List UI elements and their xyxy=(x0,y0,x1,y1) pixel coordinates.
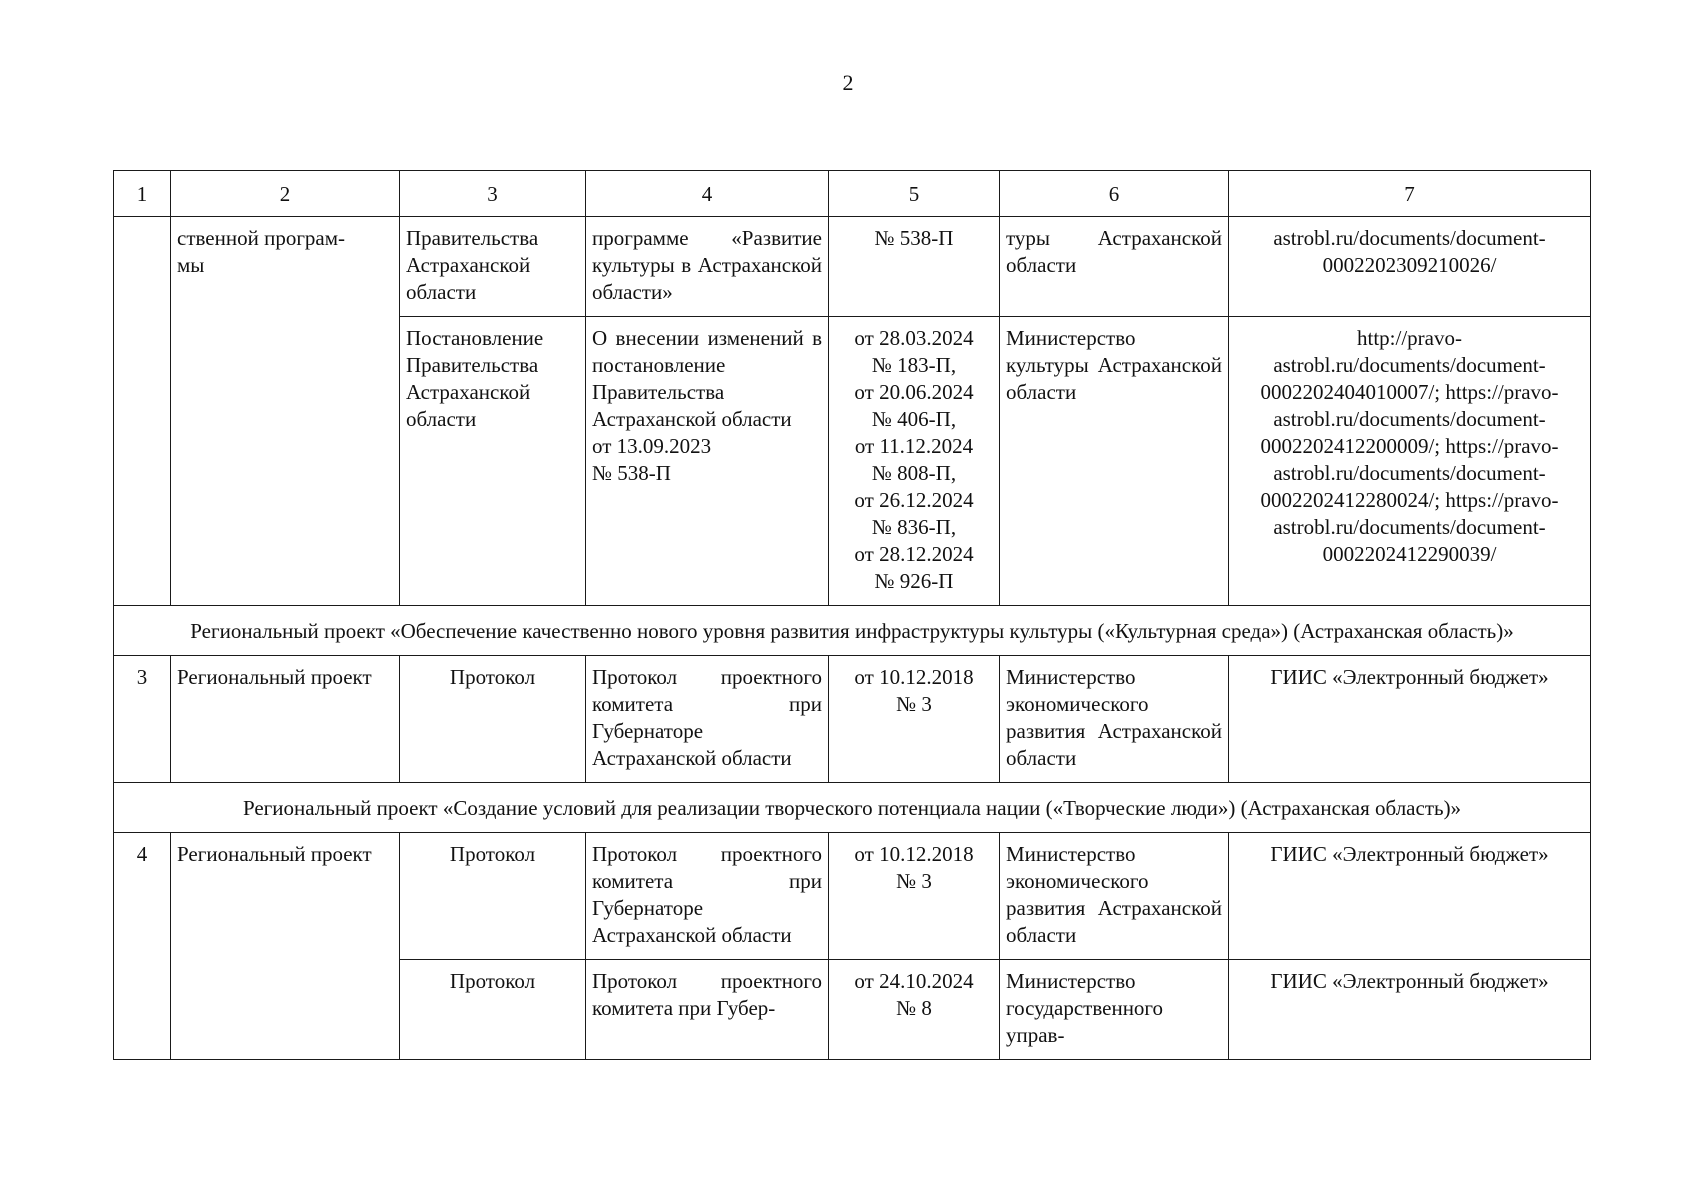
row-number-cell xyxy=(114,217,171,606)
source-cell: ГИИС «Электронный бюджет» xyxy=(1229,833,1591,960)
document-type-cell: Протокол xyxy=(400,656,586,783)
document-details-cell: от 10.12.2018 № 3 xyxy=(829,656,1000,783)
program-name-cell: ственной програм- мы xyxy=(171,217,400,606)
header-row xyxy=(114,171,1591,217)
document-details-cell: № 538-П xyxy=(829,217,1000,317)
column-header: 2 xyxy=(171,171,400,217)
source-cell: http://pravo- astrobl.ru/documents/document- 0002202404010007/; https://pravo- astrobl.ru/documents/document- 0002202412200009/; https://pravo- astrobl.ru/documents/document- 0002202412280024/; https://pravo- astrobl.ru/documents/document- 0002202412290039/ xyxy=(1229,317,1591,606)
table-row xyxy=(114,656,1591,783)
document-title-cell: Протокол проектного комитета при Губернаторе Астраханской области xyxy=(586,656,829,783)
column-header: 7 xyxy=(1229,171,1591,217)
section-row xyxy=(114,606,1591,656)
program-name-cell: Региональный проект xyxy=(171,656,400,783)
document-type-cell: Правительства Астраханской области xyxy=(400,217,586,317)
document-title-cell: О внесении изменений в постановление Правительства Астраханской области от 13.09.2023 № 538-П xyxy=(586,317,829,606)
responsible-org-cell: Министерство экономического развития Астраханской области xyxy=(1000,656,1229,783)
section-title: Региональный проект «Обеспечение качественно нового уровня развития инфраструктуры культуры («Культурная среда») (Астраханская область)» xyxy=(114,606,1591,656)
document-title-cell: Протокол проектного комитета при Губернаторе Астраханской области xyxy=(586,833,829,960)
column-header: 5 xyxy=(829,171,1000,217)
source-cell: ГИИС «Электронный бюджет» xyxy=(1229,656,1591,783)
section-row xyxy=(114,783,1591,833)
column-header: 1 xyxy=(114,171,171,217)
responsible-org-cell: Министерство экономического развития Астраханской области xyxy=(1000,833,1229,960)
document-details-cell: от 28.03.2024 № 183-П, от 20.06.2024 № 406-П, от 11.12.2024 № 808-П, от 26.12.2024 № 836-П, от 28.12.2024 № 926-П xyxy=(829,317,1000,606)
document-type-cell: Постановление Правительства Астраханской области xyxy=(400,317,586,606)
documents-table xyxy=(113,170,1591,1060)
page-number: 2 xyxy=(842,70,854,95)
row-number-cell: 3 xyxy=(114,656,171,783)
program-name-cell: Региональный проект xyxy=(171,833,400,1060)
document-type-cell: Протокол xyxy=(400,833,586,960)
document-type-cell: Протокол xyxy=(400,960,586,1060)
row-number-cell: 4 xyxy=(114,833,171,1060)
section-title: Региональный проект «Создание условий для реализации творческого потенциала нации («Творческие люди») (Астраханская область)» xyxy=(114,783,1591,833)
column-header: 6 xyxy=(1000,171,1229,217)
document-details-cell: от 24.10.2024 № 8 xyxy=(829,960,1000,1060)
responsible-org-cell: Министерство государственного управ- xyxy=(1000,960,1229,1060)
column-header: 4 xyxy=(586,171,829,217)
table-row xyxy=(114,833,1591,960)
responsible-org-cell: Министерство культуры Астраханской области xyxy=(1000,317,1229,606)
responsible-org-cell: туры Астраханской области xyxy=(1000,217,1229,317)
source-cell: astrobl.ru/documents/document- 0002202309210026/ xyxy=(1229,217,1591,317)
document-title-cell: Протокол проектного комитета при Губер- xyxy=(586,960,829,1060)
table-row xyxy=(114,217,1591,317)
source-cell: ГИИС «Электронный бюджет» xyxy=(1229,960,1591,1060)
document-title-cell: программе «Развитие культуры в Астраханской области» xyxy=(586,217,829,317)
document-details-cell: от 10.12.2018 № 3 xyxy=(829,833,1000,960)
column-header: 3 xyxy=(400,171,586,217)
